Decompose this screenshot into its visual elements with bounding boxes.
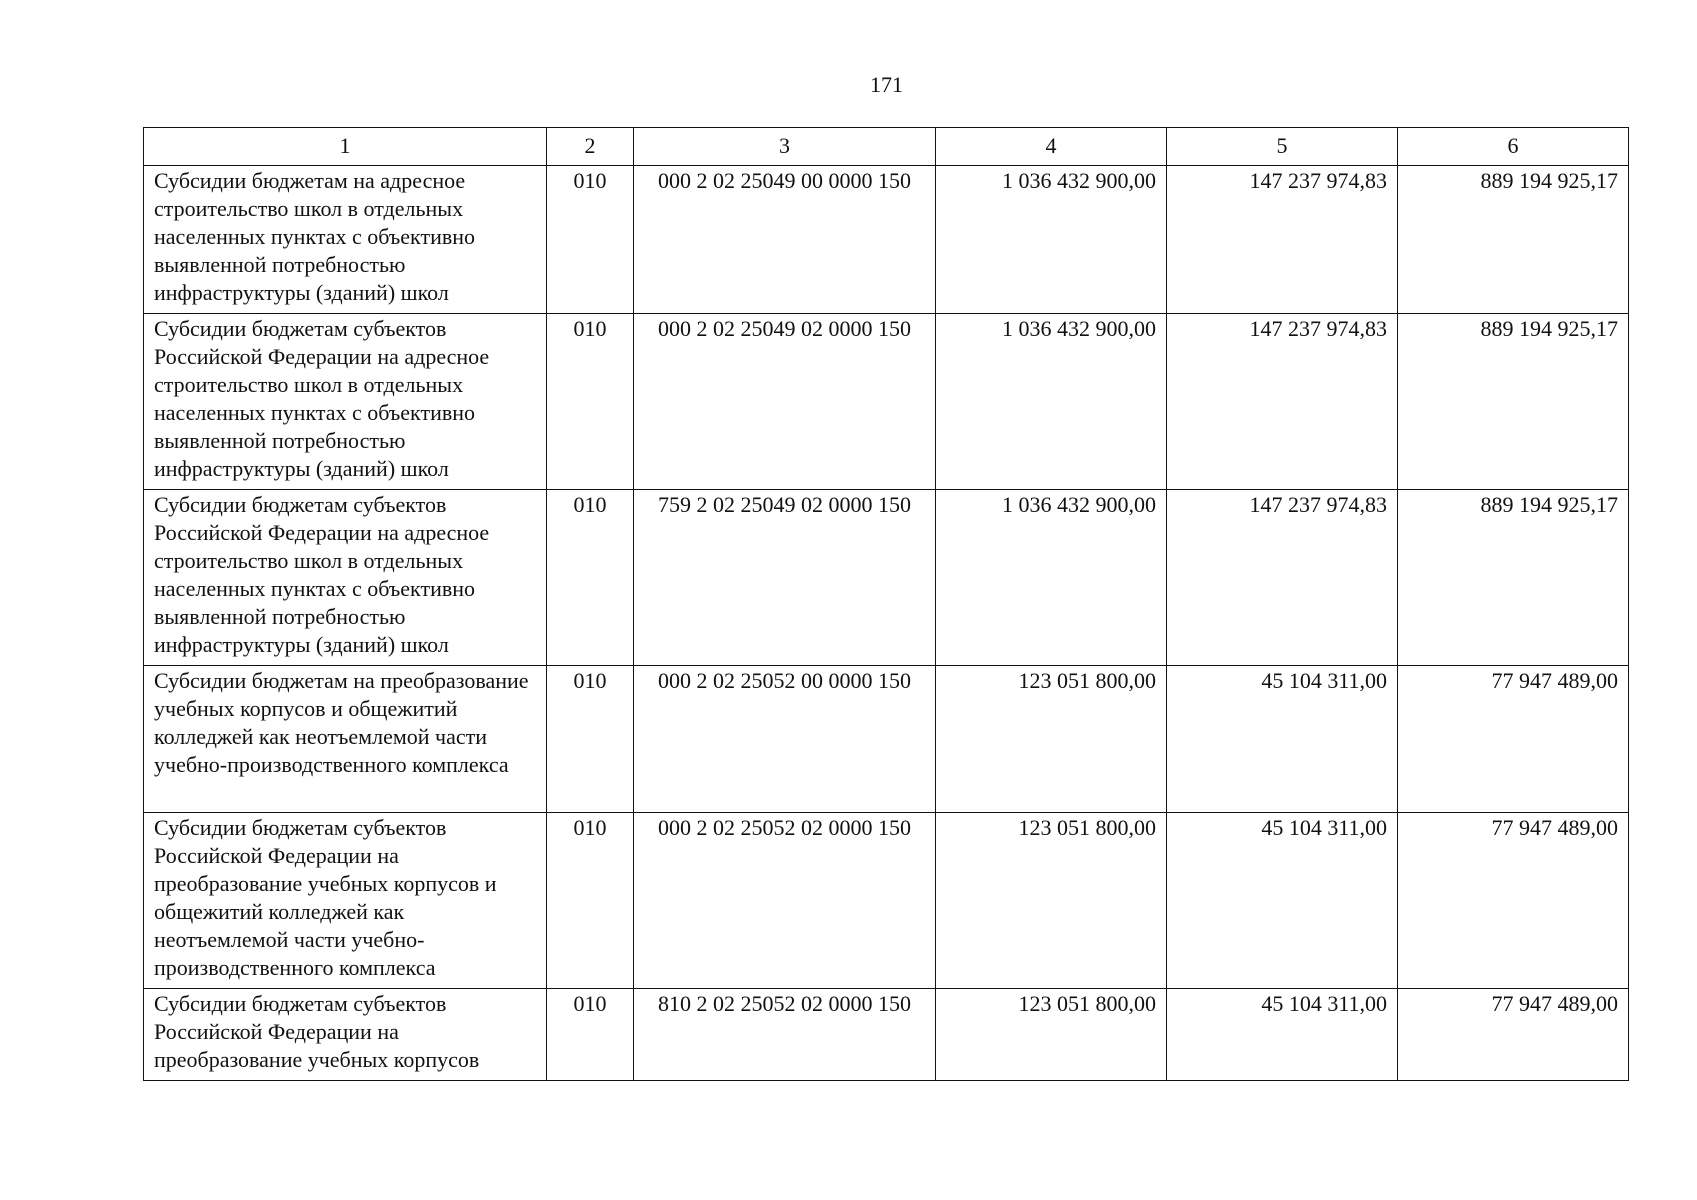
cell-income-code: 000 2 02 25052 00 0000 150 (634, 666, 936, 813)
table-header (144, 128, 1629, 166)
cell-executed: 147 237 974,83 (1167, 490, 1398, 666)
header-col-3: 3 (634, 128, 936, 166)
cell-name: Субсидии бюджетам на преобразование учебных корпусов и общежитий колледжей как неотъемлемой части учебно-производственного комплекса (144, 666, 547, 813)
cell-line-code: 010 (547, 813, 634, 989)
header-col-1: 1 (144, 128, 547, 166)
header-col-2: 2 (547, 128, 634, 166)
cell-executed: 45 104 311,00 (1167, 813, 1398, 989)
cell-name: Субсидии бюджетам субъектов Российской Федерации на преобразование учебных корпусов (144, 989, 547, 1081)
cell-executed: 45 104 311,00 (1167, 989, 1398, 1081)
cell-approved: 123 051 800,00 (936, 989, 1167, 1081)
cell-name: Субсидии бюджетам субъектов Российской Федерации на преобразование учебных корпусов и общежитий колледжей как неотъемлемой части учебно-производственного комплекса (144, 813, 547, 989)
table-row (144, 314, 1629, 490)
table-row (144, 666, 1629, 813)
cell-line-code: 010 (547, 166, 634, 314)
cell-line-code: 010 (547, 989, 634, 1081)
cell-unexecuted: 77 947 489,00 (1398, 666, 1629, 813)
cell-income-code: 759 2 02 25049 02 0000 150 (634, 490, 936, 666)
header-col-6: 6 (1398, 128, 1629, 166)
cell-unexecuted: 889 194 925,17 (1398, 314, 1629, 490)
cell-income-code: 000 2 02 25052 02 0000 150 (634, 813, 936, 989)
cell-unexecuted: 889 194 925,17 (1398, 490, 1629, 666)
cell-name: Субсидии бюджетам субъектов Российской Федерации на адресное строительство школ в отдельных населенных пунктах с объективно выявленной потребностью инфраструктуры (зданий) школ (144, 490, 547, 666)
cell-line-code: 010 (547, 666, 634, 813)
cell-unexecuted: 77 947 489,00 (1398, 989, 1629, 1081)
cell-approved: 1 036 432 900,00 (936, 490, 1167, 666)
cell-income-code: 000 2 02 25049 02 0000 150 (634, 314, 936, 490)
cell-name: Субсидии бюджетам на адресное строительство школ в отдельных населенных пунктах с объективно выявленной потребностью инфраструктуры (зданий) школ (144, 166, 547, 314)
cell-executed: 45 104 311,00 (1167, 666, 1398, 813)
table-row (144, 813, 1629, 989)
cell-line-code: 010 (547, 314, 634, 490)
page-number: 171 (870, 72, 903, 97)
table-row (144, 989, 1629, 1081)
header-row (144, 128, 1629, 166)
cell-approved: 123 051 800,00 (936, 813, 1167, 989)
table-row (144, 166, 1629, 314)
cell-income-code: 000 2 02 25049 00 0000 150 (634, 166, 936, 314)
cell-unexecuted: 889 194 925,17 (1398, 166, 1629, 314)
cell-line-code: 010 (547, 490, 634, 666)
cell-executed: 147 237 974,83 (1167, 314, 1398, 490)
cell-approved: 1 036 432 900,00 (936, 166, 1167, 314)
cell-approved: 1 036 432 900,00 (936, 314, 1167, 490)
cell-name: Субсидии бюджетам субъектов Российской Федерации на адресное строительство школ в отдельных населенных пунктах с объективно выявленной потребностью инфраструктуры (зданий) школ (144, 314, 547, 490)
table-row (144, 490, 1629, 666)
cell-approved: 123 051 800,00 (936, 666, 1167, 813)
cell-executed: 147 237 974,83 (1167, 166, 1398, 314)
header-col-5: 5 (1167, 128, 1398, 166)
cell-unexecuted: 77 947 489,00 (1398, 813, 1629, 989)
header-col-4: 4 (936, 128, 1167, 166)
table-body (144, 166, 1629, 1081)
budget-table (143, 127, 1629, 1081)
cell-income-code: 810 2 02 25052 02 0000 150 (634, 989, 936, 1081)
